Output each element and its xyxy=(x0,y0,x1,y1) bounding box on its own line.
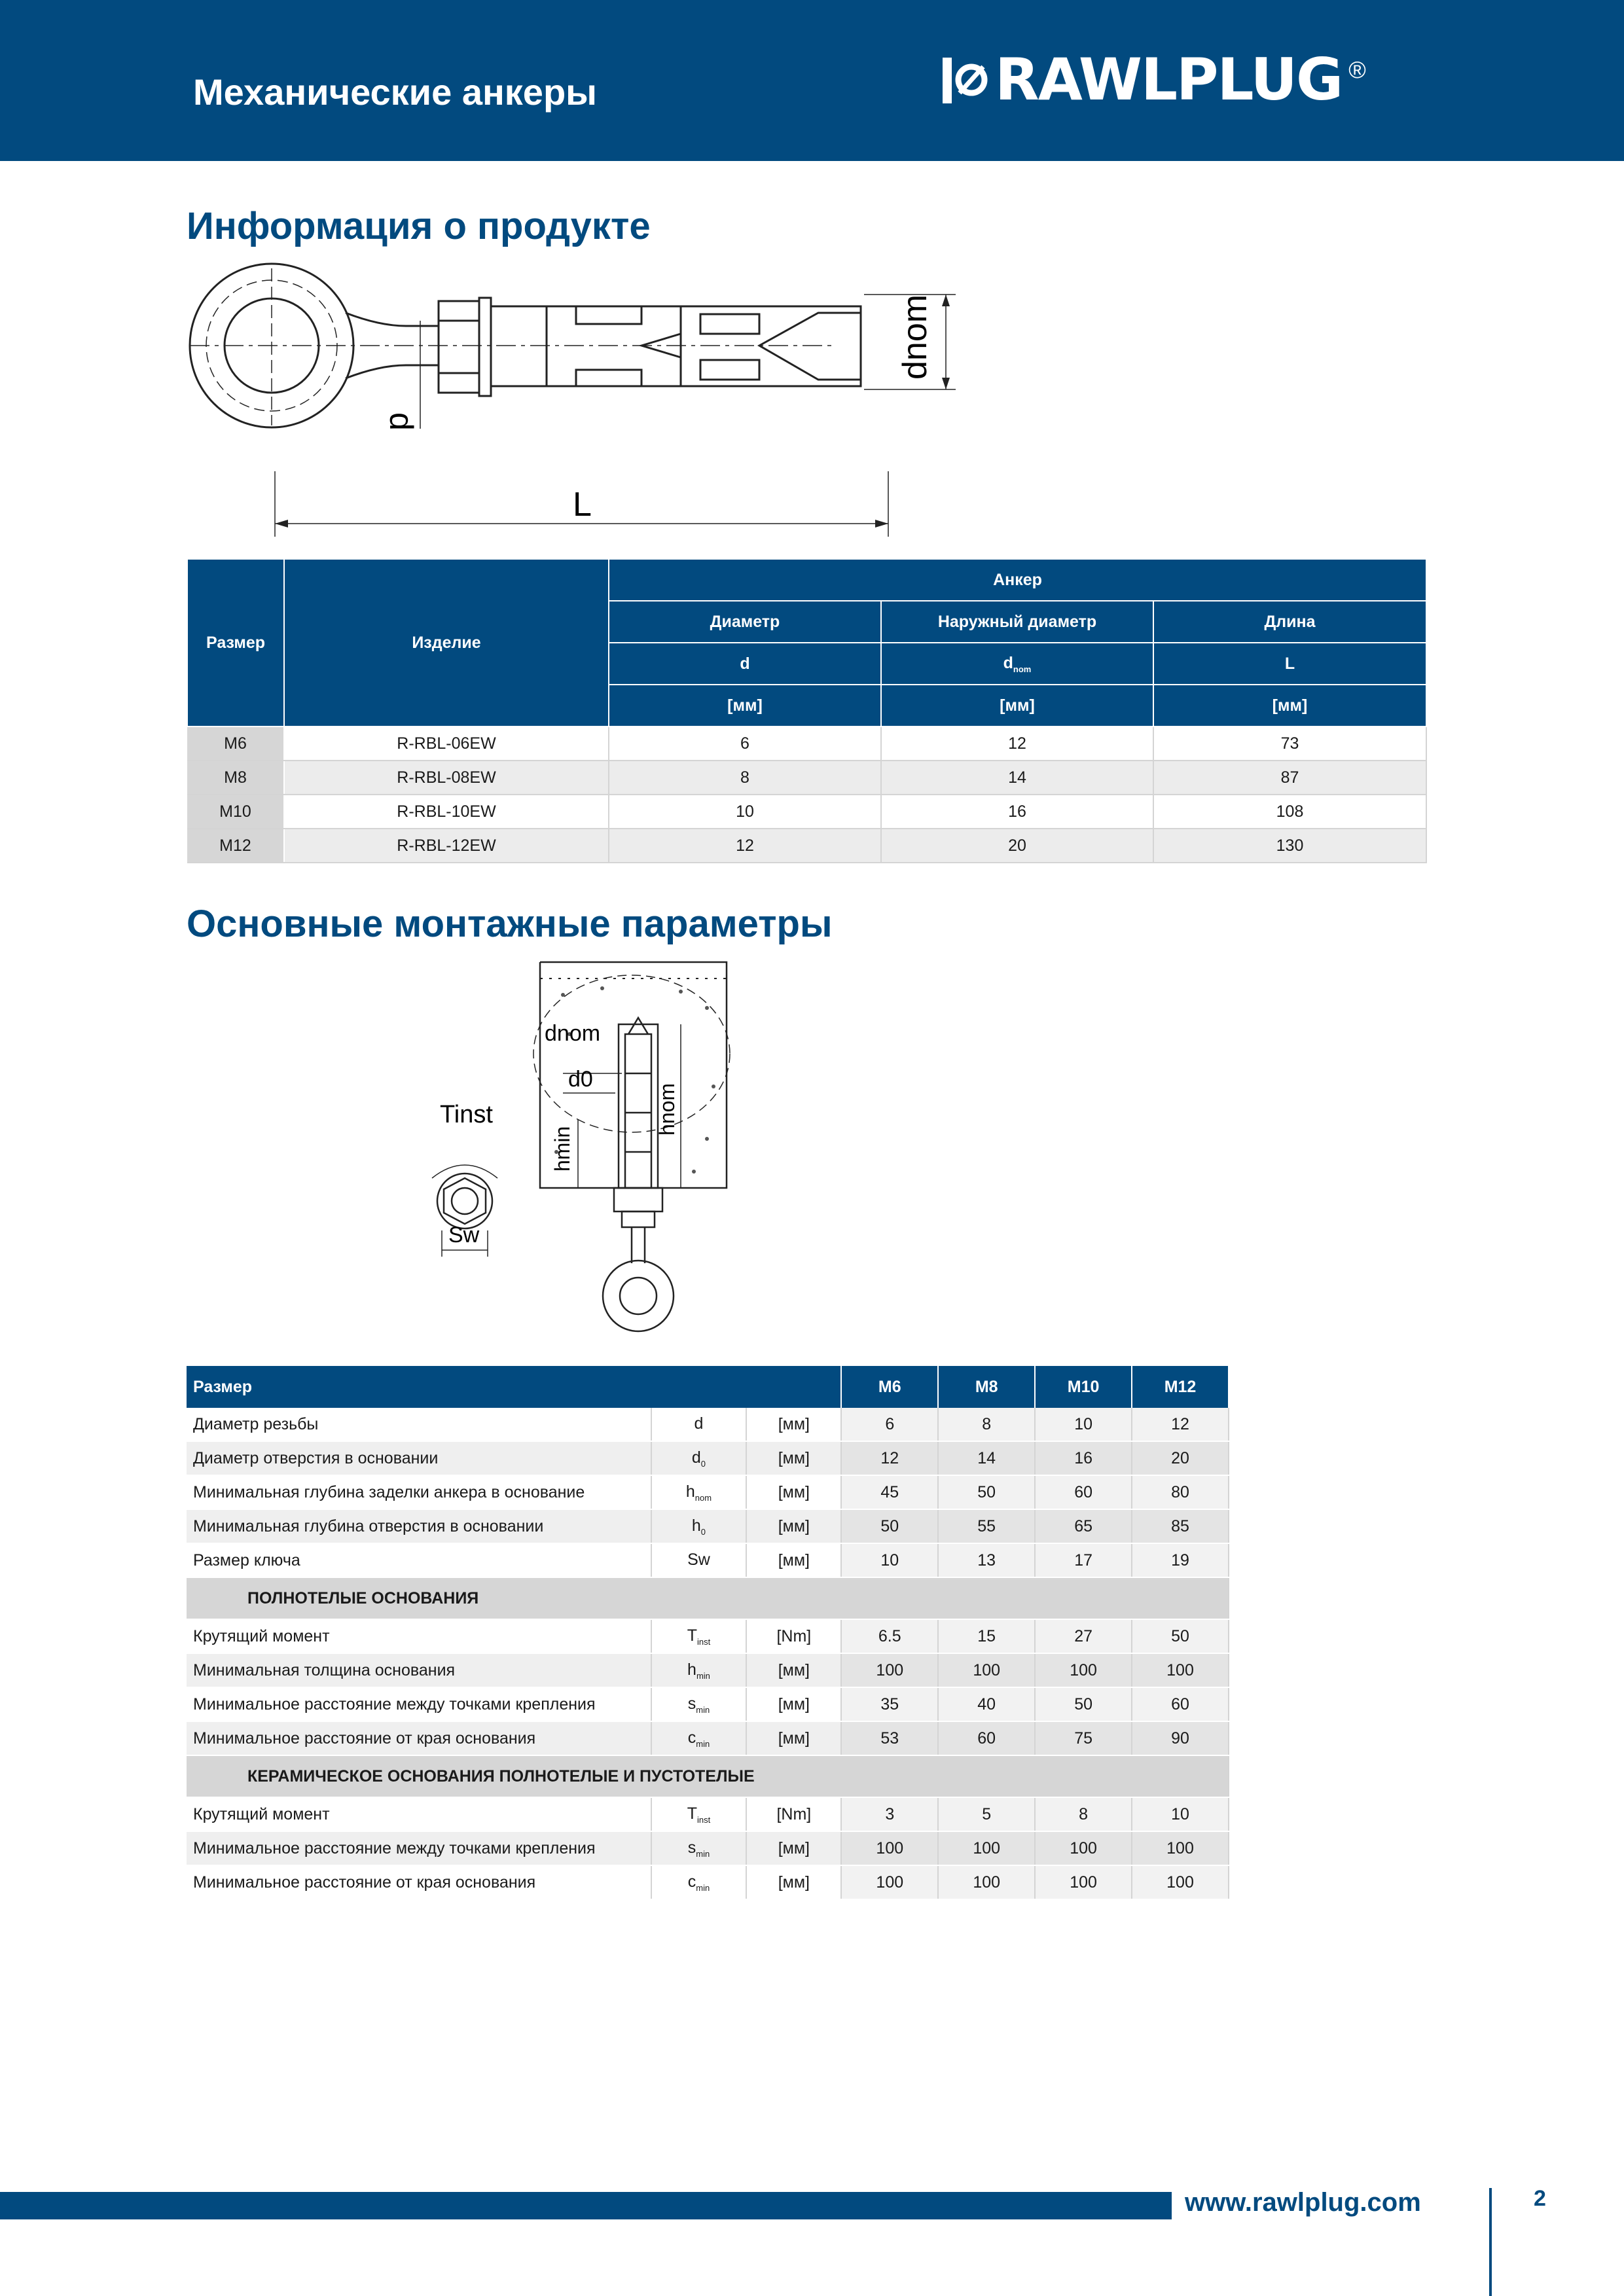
header-m8: M8 xyxy=(938,1366,1035,1408)
table-row xyxy=(187,795,1426,829)
cell-d: 6 xyxy=(609,726,881,761)
cell-size: M12 xyxy=(187,829,284,863)
col-size: Размер xyxy=(187,559,284,726)
section-row-ceramic: КЕРАМИЧЕСКОЕ ОСНОВАНИЯ ПОЛНОТЕЛЫЕ И ПУСТОТЕЛЫЕ xyxy=(187,1755,1229,1797)
header-m12: M12 xyxy=(1132,1366,1229,1408)
installation-diagram xyxy=(406,956,746,1335)
label-d0: d0 xyxy=(568,1067,593,1092)
cell-L: 73 xyxy=(1153,726,1426,761)
general-rows xyxy=(187,1408,1229,1899)
header-m10: M10 xyxy=(1035,1366,1132,1408)
table-row xyxy=(187,829,1426,863)
unit-d: [мм] xyxy=(609,685,881,726)
cell-L: 108 xyxy=(1153,795,1426,829)
sym-d: d xyxy=(609,643,881,685)
table-row: Минимальная глубина заделки анкера в основание $h_{nom}$ [мм] 45 50 60 80 xyxy=(187,1475,1229,1509)
label-d: d xyxy=(383,412,420,431)
col-group-anchor: Анкер xyxy=(609,559,1426,601)
table-row: Крутящий момент $T_{inst}$ [Nm] 6.5 15 27 50 xyxy=(187,1619,1229,1653)
footer-url-link[interactable]: www.rawlplug.com xyxy=(1185,2188,1421,2217)
cell-product: R-RBL-12EW xyxy=(284,829,609,863)
section-row-solid: ПОЛНОТЕЛЫЕ ОСНОВАНИЯ xyxy=(187,1577,1229,1619)
cell-L: 130 xyxy=(1153,829,1426,863)
cell-d: 12 xyxy=(609,829,881,863)
label-hmin: hmin xyxy=(550,1126,574,1172)
cell-product: R-RBL-06EW xyxy=(284,726,609,761)
page-number: 2 xyxy=(1534,2186,1546,2211)
footer-bar xyxy=(0,2192,1172,2219)
table-row: Минимальное расстояние между точками крепления $s_{min}$ [мм] 35 40 50 60 xyxy=(187,1687,1229,1721)
table-row: Минимальное расстояние от края основания $c_{min}$ [мм] 100 100 100 100 xyxy=(187,1865,1229,1899)
label-hnom: hnom xyxy=(655,1083,679,1136)
table-row: Диаметр резьбы d [мм] 6 8 10 12 xyxy=(187,1408,1229,1441)
table-row: Минимальная толщина основания $h_{min}$ [мм] 100 100 100 100 xyxy=(187,1653,1229,1687)
cell-dnom: 16 xyxy=(881,795,1153,829)
cell-L: 87 xyxy=(1153,761,1426,795)
table-row: Минимальная глубина отверстия в основании $h_0$ [мм] 50 55 65 85 xyxy=(187,1509,1229,1543)
page-header xyxy=(0,0,1624,161)
table-row: Диаметр отверстия в основании $d_0$ [мм] 12 14 16 20 xyxy=(187,1441,1229,1475)
col-length: Длина xyxy=(1153,601,1426,643)
rawlplug-logo xyxy=(943,46,1366,113)
cell-dnom: 14 xyxy=(881,761,1153,795)
cell-product: R-RBL-10EW xyxy=(284,795,609,829)
col-diameter: Диаметр xyxy=(609,601,881,643)
cell-d: 8 xyxy=(609,761,881,795)
table-row: Крутящий момент $T_{inst}$ [Nm] 3 5 8 10 xyxy=(187,1797,1229,1831)
label-sw: Sw xyxy=(448,1223,480,1247)
label-dnom: dnom xyxy=(896,294,934,380)
unit-L: [мм] xyxy=(1153,685,1426,726)
footer-divider xyxy=(1489,2188,1492,2296)
cell-size: M10 xyxy=(187,795,284,829)
header-title: Механические анкеры xyxy=(193,71,597,113)
cell-size: M8 xyxy=(187,761,284,795)
label-tinst: Tinst xyxy=(440,1101,493,1128)
table-row: Минимальное расстояние между точками крепления $s_{min}$ [мм] 100 100 100 100 xyxy=(187,1831,1229,1865)
cell-size: M6 xyxy=(187,726,284,761)
header-m6: M6 xyxy=(841,1366,938,1408)
table-row xyxy=(187,761,1426,795)
section-title-product-info: Информация о продукте xyxy=(187,205,651,247)
sym-dnom: $d_{nom}$ xyxy=(881,643,1153,685)
table-row: Размер ключа Sw [мм] 10 13 17 19 xyxy=(187,1543,1229,1577)
section-title-install-params: Основные монтажные параметры xyxy=(187,903,833,945)
anchor-diagram xyxy=(183,262,988,537)
cell-dnom: 12 xyxy=(881,726,1153,761)
col-product: Изделие xyxy=(284,559,609,726)
product-info-table xyxy=(187,558,1427,863)
cell-product: R-RBL-08EW xyxy=(284,761,609,795)
installation-params-table xyxy=(187,1366,1229,1900)
table-row xyxy=(187,726,1426,761)
unit-dnom: [мм] xyxy=(881,685,1153,726)
cell-d: 10 xyxy=(609,795,881,829)
label-dnom: dnom xyxy=(545,1021,601,1046)
logo-text: RAWLPLUG xyxy=(995,46,1343,113)
logo-mark-icon xyxy=(943,55,988,105)
col-outer-diameter: Наружный диаметр xyxy=(881,601,1153,643)
logo-registered: ® xyxy=(1348,56,1366,83)
cell-dnom: 20 xyxy=(881,829,1153,863)
sym-L: L xyxy=(1153,643,1426,685)
header-size: Размер xyxy=(187,1366,841,1408)
label-L: L xyxy=(573,486,592,524)
table-row: Минимальное расстояние от края основания $c_{min}$ [мм] 53 60 75 90 xyxy=(187,1721,1229,1755)
